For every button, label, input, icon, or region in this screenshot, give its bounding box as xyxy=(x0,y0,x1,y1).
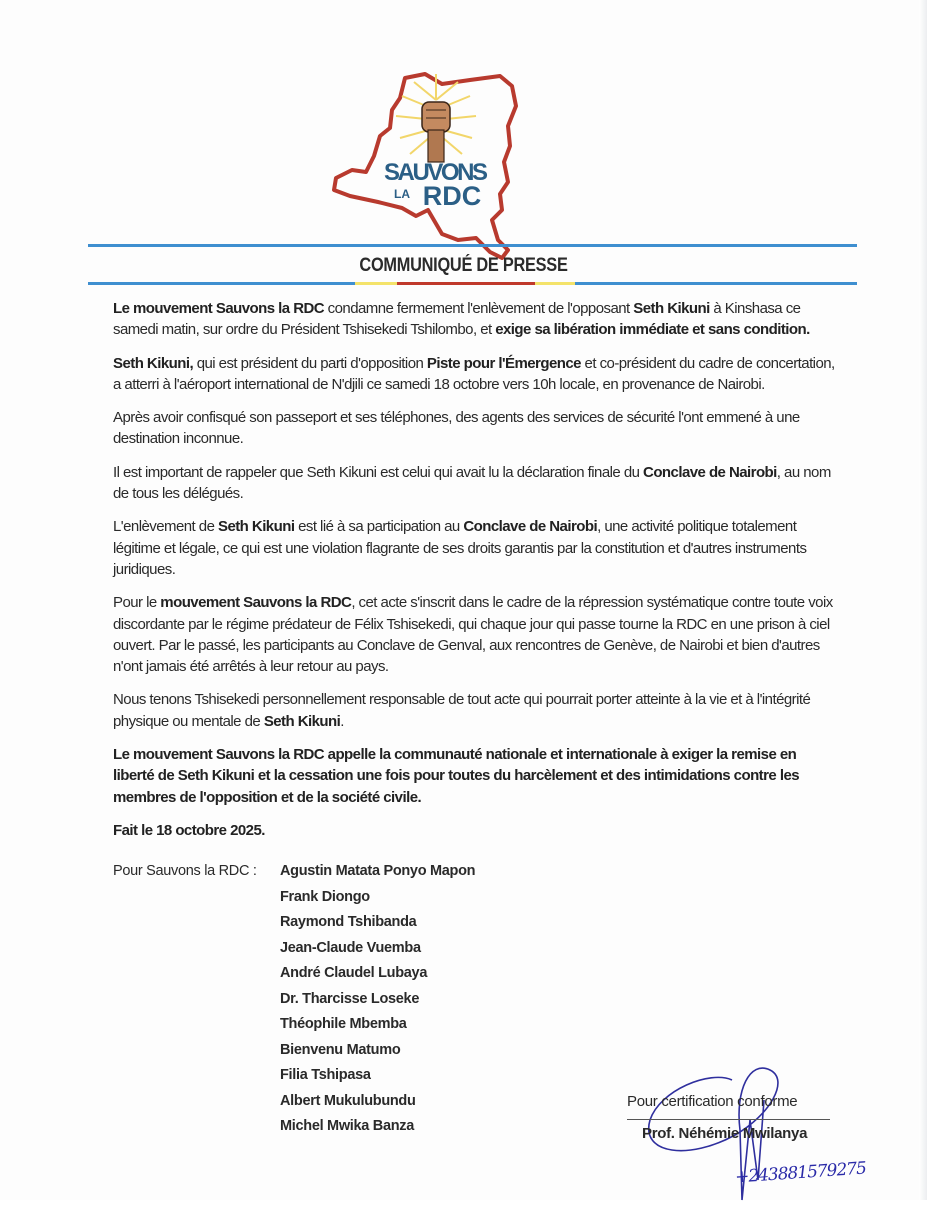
bold-text: mouvement Sauvons la RDC xyxy=(160,594,352,612)
text: , cet acte s'inscrit dans le cadre de la répression systématique contre toute voix discordante par le régime prédateur de Félix Tshisekedi, qui chaque jour qui passe tourne la RDC en une prison à ciel ouvert. Par le passé, les participants au Conclave de Genval, aux rencontres de Genève, de Nairobi et bien d'autres n'ont jamais été arrêtés à leur retour au pays. xyxy=(113,594,833,676)
bold-text: Conclave de Nairobi xyxy=(643,463,777,481)
bold-text: exige sa libération immédiate et sans condition. xyxy=(495,321,810,339)
signatory-name: Filia Tshipasa xyxy=(280,1067,371,1084)
text: Nous tenons Tshisekedi personnellement responsable de tout acte qui pourrait porter atteinte à la vie et à l'intégrité physique ou mentale de xyxy=(113,691,811,730)
paragraph xyxy=(113,462,838,505)
signatory-name: Dr. Tharcisse Loseke xyxy=(280,990,420,1007)
signatory-name: Jean-Claude Vuemba xyxy=(280,939,421,956)
bold-text: Seth Kikuni, xyxy=(113,354,194,372)
signatory-name: Albert Mukulubundu xyxy=(280,1092,416,1109)
text: L'enlèvement de xyxy=(113,518,218,536)
text: à Kinshasa ce samedi matin, sur ordre du Président Tshisekedi Tshilombo, et xyxy=(113,300,801,339)
paragraph xyxy=(113,744,838,808)
bold-text: Seth Kikuni xyxy=(217,518,295,536)
text: Après avoir confisqué son passeport et ses téléphones, des agents des services de sécurité l'ont emmené à une destination inconnue. xyxy=(113,409,800,448)
page-title: COMMUNIQUÉ DE PRESSE xyxy=(359,255,568,276)
logo-text-la: LA xyxy=(394,187,410,201)
text: . xyxy=(340,712,344,730)
bold-text: Fait le 18 octobre 2025. xyxy=(113,821,265,839)
text: qui est président du parti d'opposition xyxy=(193,354,427,372)
signatories-lead: Pour Sauvons la RDC : xyxy=(113,863,257,880)
certification-label: Pour certification conforme xyxy=(627,1093,798,1111)
logo-text-rdc: RDC xyxy=(422,181,482,211)
text: et co-président du cadre de concertation, a atterri à l'aéroport international de N'djili ce samedi 18 octobre vers 10h locale, en provenance de Nairobi. xyxy=(113,354,835,393)
signatory-name: André Claudel Lubaya xyxy=(280,965,428,982)
signatory-name: Frank Diongo xyxy=(280,888,370,905)
signatory-name: Agustin Matata Ponyo Mapon xyxy=(280,863,476,880)
paragraph xyxy=(113,298,838,341)
certification-line xyxy=(627,1119,830,1120)
logo-text-sauvons: SAUVONS xyxy=(384,159,488,186)
signatory-name: Raymond Tshibanda xyxy=(280,914,417,931)
certification-name: Prof. Néhémie Mwilanya xyxy=(642,1125,808,1143)
paragraph xyxy=(113,592,838,677)
paragraph xyxy=(113,820,838,841)
paragraph xyxy=(113,689,838,732)
paragraph xyxy=(113,516,838,580)
text: , une activité politique totalement légitime et légale, ce qui est une violation flagrante de ses droits garantis par la constitution et d'autres instruments juridiques. xyxy=(113,518,807,578)
bold-text: Seth Kikuni xyxy=(633,300,710,317)
paragraph xyxy=(113,353,838,396)
handwritten-phone-number: +243881579275 xyxy=(734,1158,867,1188)
bold-text: Le mouvement Sauvons la RDC xyxy=(113,300,325,317)
signatory-name: Théophile Mbemba xyxy=(280,1016,407,1033)
bold-text: Seth Kikuni xyxy=(263,712,341,730)
text: condamne fermement l'enlèvement de l'opposant xyxy=(324,300,634,317)
signatory-name: Michel Mwika Banza xyxy=(280,1118,414,1135)
signatories-list xyxy=(280,863,475,1144)
paragraph xyxy=(113,407,838,450)
press-release-body xyxy=(113,298,838,841)
content-flow xyxy=(113,0,867,1188)
bold-text: Conclave de Nairobi xyxy=(463,518,598,536)
bold-text: Piste pour l'Émergence xyxy=(426,354,581,372)
signature-block xyxy=(113,863,867,1188)
text: est lié à sa participation au xyxy=(294,518,464,536)
text: Pour le xyxy=(113,594,161,612)
signatory-name: Bienvenu Matumo xyxy=(280,1041,401,1058)
text: Il est important de rappeler que Seth Kikuni est celui qui avait lu la déclaration finale du xyxy=(113,463,644,481)
text: , au nom de tous les délégués. xyxy=(113,463,831,503)
bold-text: Le mouvement Sauvons la RDC appelle la communauté nationale et internationale à exiger la remise en liberté de Seth Kikuni et la cessation une fois pour toutes du harcèlement et des intimidations contre les membres de l'opposition et de la société civile. xyxy=(113,746,800,806)
page-edge-shadow xyxy=(919,0,927,1200)
